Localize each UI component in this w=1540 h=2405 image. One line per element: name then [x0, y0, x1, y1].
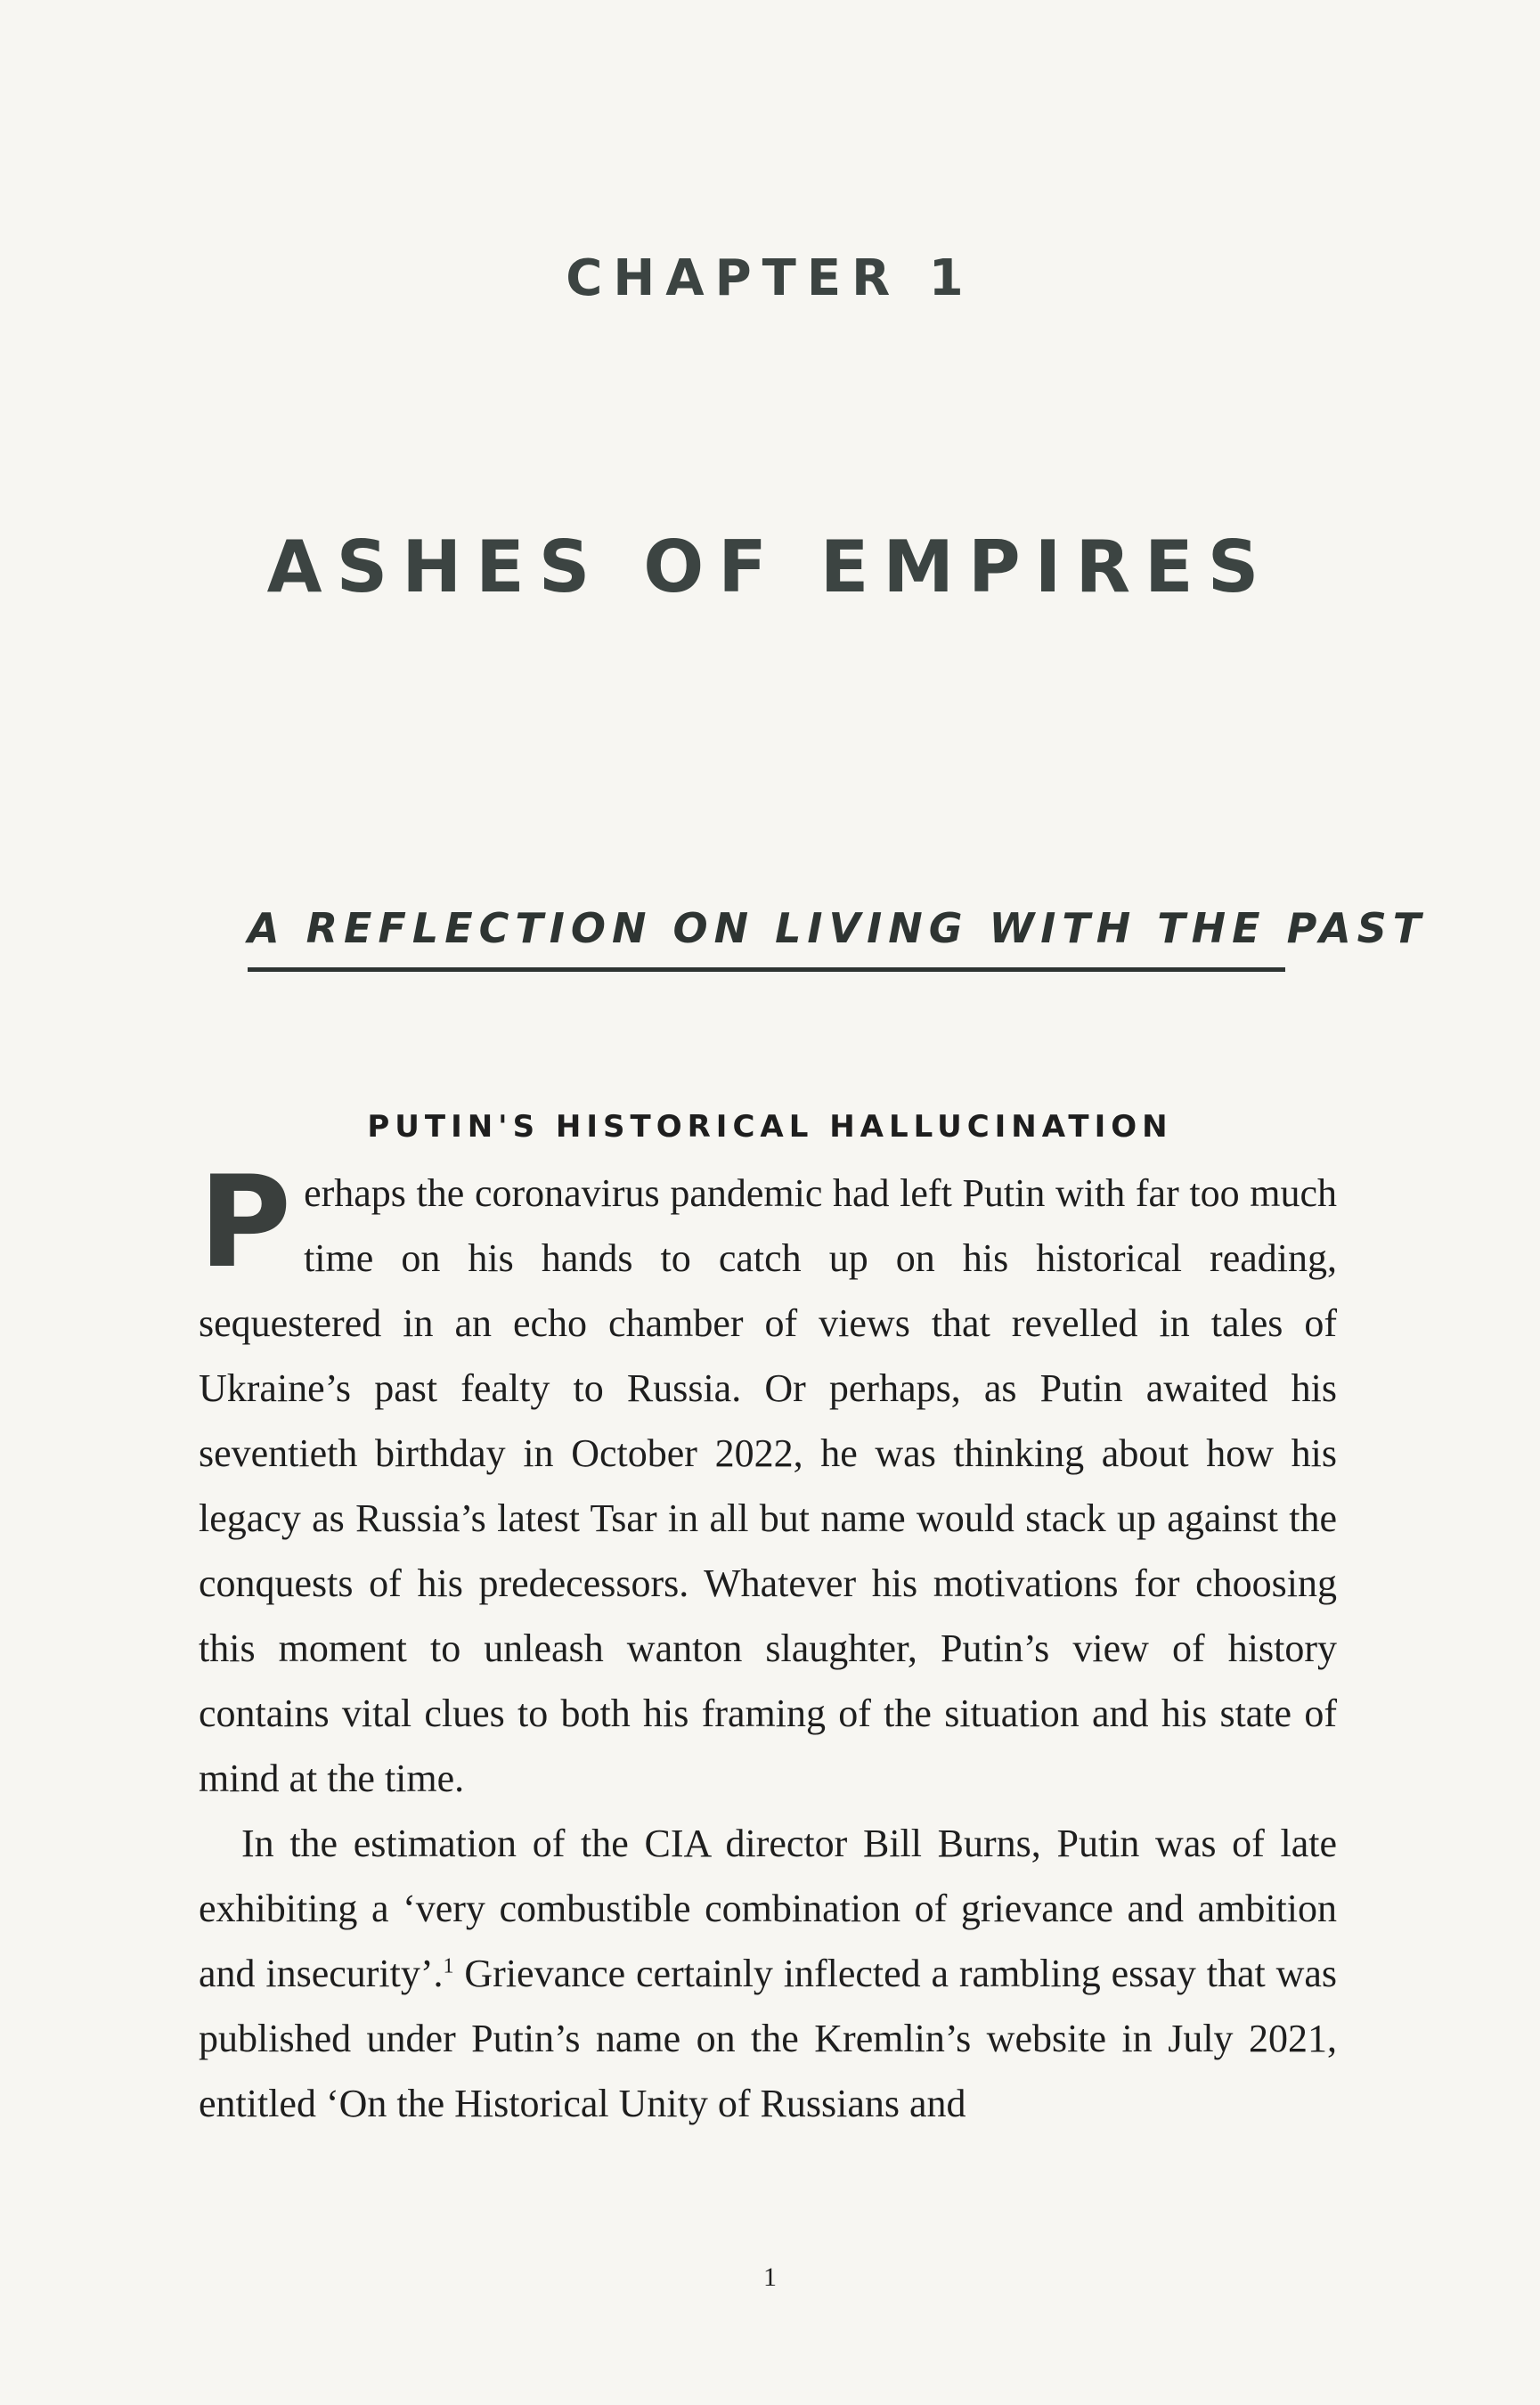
paragraph-text: In the estimation of the CIA director Bill Burns, Putin was of late exhibiting a ‘very combustible combination of grievance and ambition and insecurity’.	[199, 1822, 1337, 1995]
subsection-title: PUTIN'S HISTORICAL HALLUCINATION	[367, 1109, 1173, 1145]
paragraph-text: erhaps the coronavirus pandemic had left Putin with far too much time on his hands to catch up on his historical reading, sequestered in an echo chamber of views that revelled in tales of Ukraine’s past fealty to Russia. Or perhaps, as Putin awaited his seventieth birthday in October 2022, he was thinking about how his legacy as Russia’s latest Tsar in all but name would stack up against the conquests of his predecessors. Whatever his motivations for choosing this moment to unleash wanton slaughter, Putin’s view of history contains vital clues to both his framing of the situation and his state of mind at the time.	[199, 1171, 1337, 1800]
chapter-label: CHAPTER 1	[566, 249, 974, 307]
footnote-marker[interactable]: 1	[443, 1954, 454, 1978]
paragraph	[199, 1149, 1337, 1811]
body-text	[199, 1149, 1337, 2136]
drop-cap: P	[199, 1149, 292, 1296]
section-title-underline	[248, 967, 1285, 972]
chapter-title: ASHES OF EMPIRES	[266, 526, 1274, 608]
paragraph-text: Grievance certainly inflected a rambling essay that was published under Putin’s name on the Kremlin’s website in July 2021, entitled ‘On the Historical Unity of Russians and	[199, 1952, 1337, 2125]
page-number: 1	[763, 2262, 777, 2292]
paragraph	[199, 1811, 1337, 2136]
section-title: A REFLECTION ON LIVING WITH THE PAST	[248, 904, 1428, 952]
